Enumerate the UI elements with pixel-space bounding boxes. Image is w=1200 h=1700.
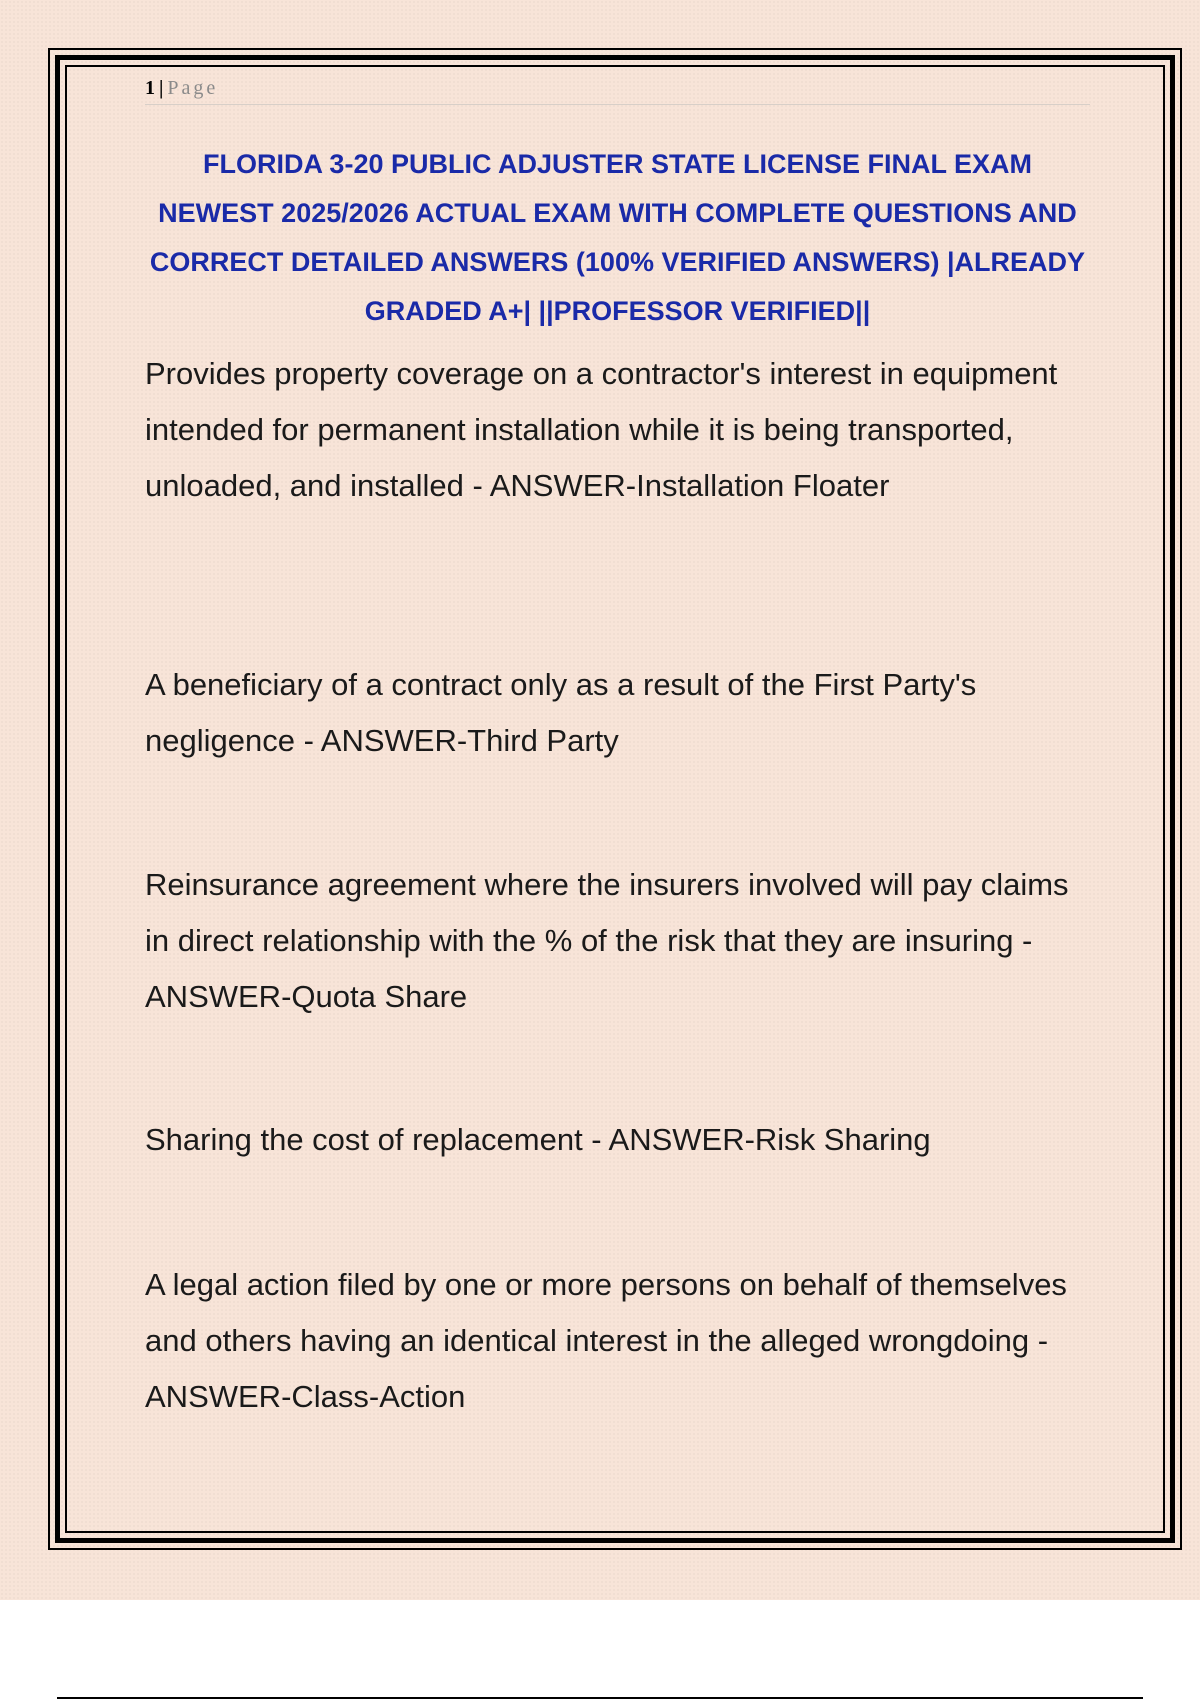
qa-item: Provides property coverage on a contractor's interest in equipment intended for permanent installation while it is being transported, unloaded, and installed - ANSWER-Installation Floater [145,356,1058,503]
qa-item: Sharing the cost of replacement - ANSWER-Risk Sharing [145,1122,931,1157]
page-word: Page [167,77,219,99]
bottom-rule [57,1697,1143,1699]
page-separator: | [159,77,164,99]
qa-item: Reinsurance agreement where the insurers involved will pay claims in direct relationship with the % of the risk that they are insuring - ANSWER-Quota Share [145,867,1069,1014]
qa-item: A legal action filed by one or more persons on behalf of themselves and others having an identical interest in the alleged wrongdoing - ANSWER-Class-Action [145,1267,1067,1414]
page-number: 1 [145,77,155,99]
document-title: FLORIDA 3-20 PUBLIC ADJUSTER STATE LICENSE FINAL EXAM NEWEST 2025/2026 ACTUAL EXAM WITH COMPLETE QUESTIONS AND CORRECT DETAILED ANSWERS (100% VERIFIED ANSWERS) |ALREADY GRADED A+| ||PROFESSOR VERIFIED|| [149,149,1086,326]
page-header [145,72,1090,105]
qa-item: A beneficiary of a contract only as a result of the First Party's negligence - ANSWER-Third Party [145,667,977,758]
